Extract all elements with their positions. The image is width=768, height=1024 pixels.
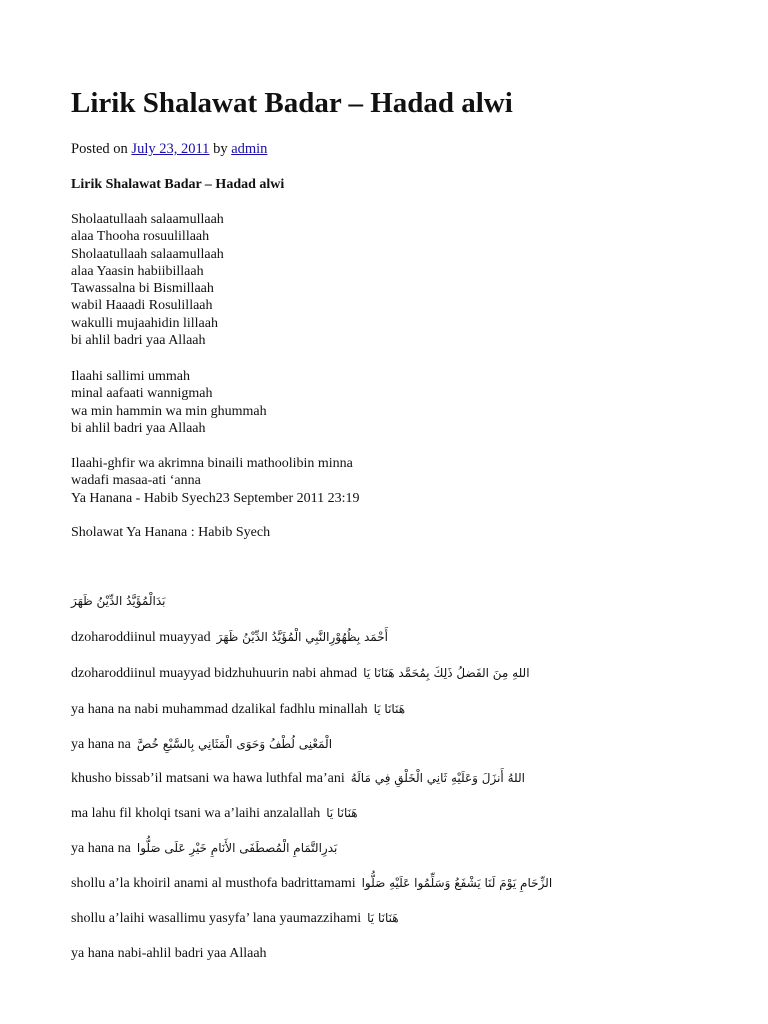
- lyric-line: Ilaahi-ghfir wa akrimna binaili mathoolibin minna: [71, 456, 353, 471]
- lyric-line: bi ahlil badri yaa Allaah: [71, 420, 206, 436]
- lyric-line: bi ahlil badri yaa Allaah: [71, 333, 206, 349]
- lyric-row: [71, 702, 691, 718]
- lyric-row: [71, 737, 691, 753]
- lyric-line: alaa Yaasin habiibillaah: [71, 263, 204, 279]
- lyric-line: wakulli mujaahidin lillaah: [71, 315, 218, 331]
- stanza-3: [71, 455, 360, 507]
- lyric-arabic: اللهِ مِنَ الفَضلُ ذَلِكَ بِمُحَمَّد هَنَانَا يَا: [363, 666, 530, 680]
- lyric-line: wabil Haaadi Rosulillaah: [71, 298, 213, 314]
- lyric-latin: ma lahu fil kholqi tsani wa a’laihi anzalallah: [71, 806, 321, 821]
- lyric-arabic: بَدرِالتَّمَامِ الْمُصطَفَى الأَنَامِ خَيْرِ عَلَى صَلُّوا: [136, 841, 338, 855]
- lyric-latin: ya hana na: [71, 841, 131, 856]
- lyric-latin: shollu a’la khoiril anami al musthofa badrittamami: [71, 876, 356, 891]
- lyric-line: wa min hammin wa min ghummah: [71, 403, 267, 419]
- arabic-header: بَدَالْمُؤَيَّدُ الدِّيْنُ ظَهَرَ: [71, 594, 166, 608]
- page-title: Lirik Shalawat Badar – Hadad alwi: [71, 87, 513, 119]
- closing-line: ya hana nabi-ahlil badri yaa Allaah: [71, 946, 267, 961]
- lyric-line: alaa Thooha rosuulillaah: [71, 229, 210, 245]
- stanza-2: [71, 368, 267, 437]
- sholawat-title: Sholawat Ya Hanana : Habib Syech: [71, 525, 271, 540]
- lyric-line: Ya Hanana - Habib Syech23 September 2011 23:19: [71, 490, 360, 506]
- lyric-row: [71, 771, 691, 787]
- lyric-latin: dzoharoddiinul muayyad bidzhuhuurin nabi ahmad: [71, 666, 358, 681]
- lyric-latin: dzoharoddiinul muayyad: [71, 630, 211, 645]
- lyric-arabic: الزِّحَامِ يَوْمَ لَنَا يَشْفَعُ وَسَلِّمُوا عَلَيْهِ صَلُّوا: [361, 876, 553, 890]
- lyric-row: [71, 876, 691, 892]
- lyric-latin: ya hana na nabi muhammad dzalikal fadhlu minallah: [71, 702, 368, 717]
- posted-on-label: Posted on: [71, 141, 128, 157]
- lyric-line: Sholaatullaah salaamullaah: [71, 212, 224, 227]
- lyric-row: [71, 841, 691, 857]
- lyric-latin: ya hana na: [71, 737, 131, 752]
- lyric-arabic: هَنَانَا يَا: [373, 702, 406, 716]
- author-link[interactable]: admin: [231, 141, 268, 157]
- lyric-row: [71, 630, 691, 646]
- lyric-arabic: الْمَعْنِى لُطْفُ وَحَوَى الْمَثَانِي بِالسَّبْعِ خُصَّ: [136, 737, 333, 751]
- lyric-line: Tawassalna bi Bismillaah: [71, 281, 214, 297]
- lyric-row: [71, 666, 691, 682]
- lyric-latin: shollu a’laihi wasallimu yasyfa’ lana yaumazzihami: [71, 911, 362, 926]
- lyric-row: [71, 911, 691, 927]
- lyric-line: minal aafaati wannigmah: [71, 386, 213, 402]
- lyric-line: Sholaatullaah salaamullaah: [71, 246, 224, 262]
- lyric-arabic: اللهُ أَنزَلَ وَعَلَيْهِ ثَانِي الْخَلْقِ فِي مَالَهُ: [350, 771, 525, 785]
- stanza-1: [71, 211, 224, 349]
- lyric-latin: khusho bissab’il matsani wa hawa luthfal ma’ani: [71, 771, 345, 786]
- lyric-arabic: هَنَانَا يَا: [326, 806, 358, 820]
- lyric-line: wadafi masaa-ati ‘anna: [71, 473, 201, 489]
- post-meta: [71, 141, 267, 158]
- by-label: by: [213, 141, 228, 157]
- post-date-link[interactable]: July 23, 2011: [131, 141, 210, 157]
- lyric-arabic: أَحْمَد بِظُهُوْرِالنَّبِي الْمُؤَيَّدُ الدِّيْنُ ظَهَرَ: [216, 630, 388, 644]
- lyric-row: [71, 806, 691, 822]
- lyric-arabic: هَنَانَا يَا: [367, 911, 399, 925]
- lyric-line: Ilaahi sallimi ummah: [71, 369, 190, 384]
- article-subtitle: Lirik Shalawat Badar – Hadad alwi: [71, 177, 285, 192]
